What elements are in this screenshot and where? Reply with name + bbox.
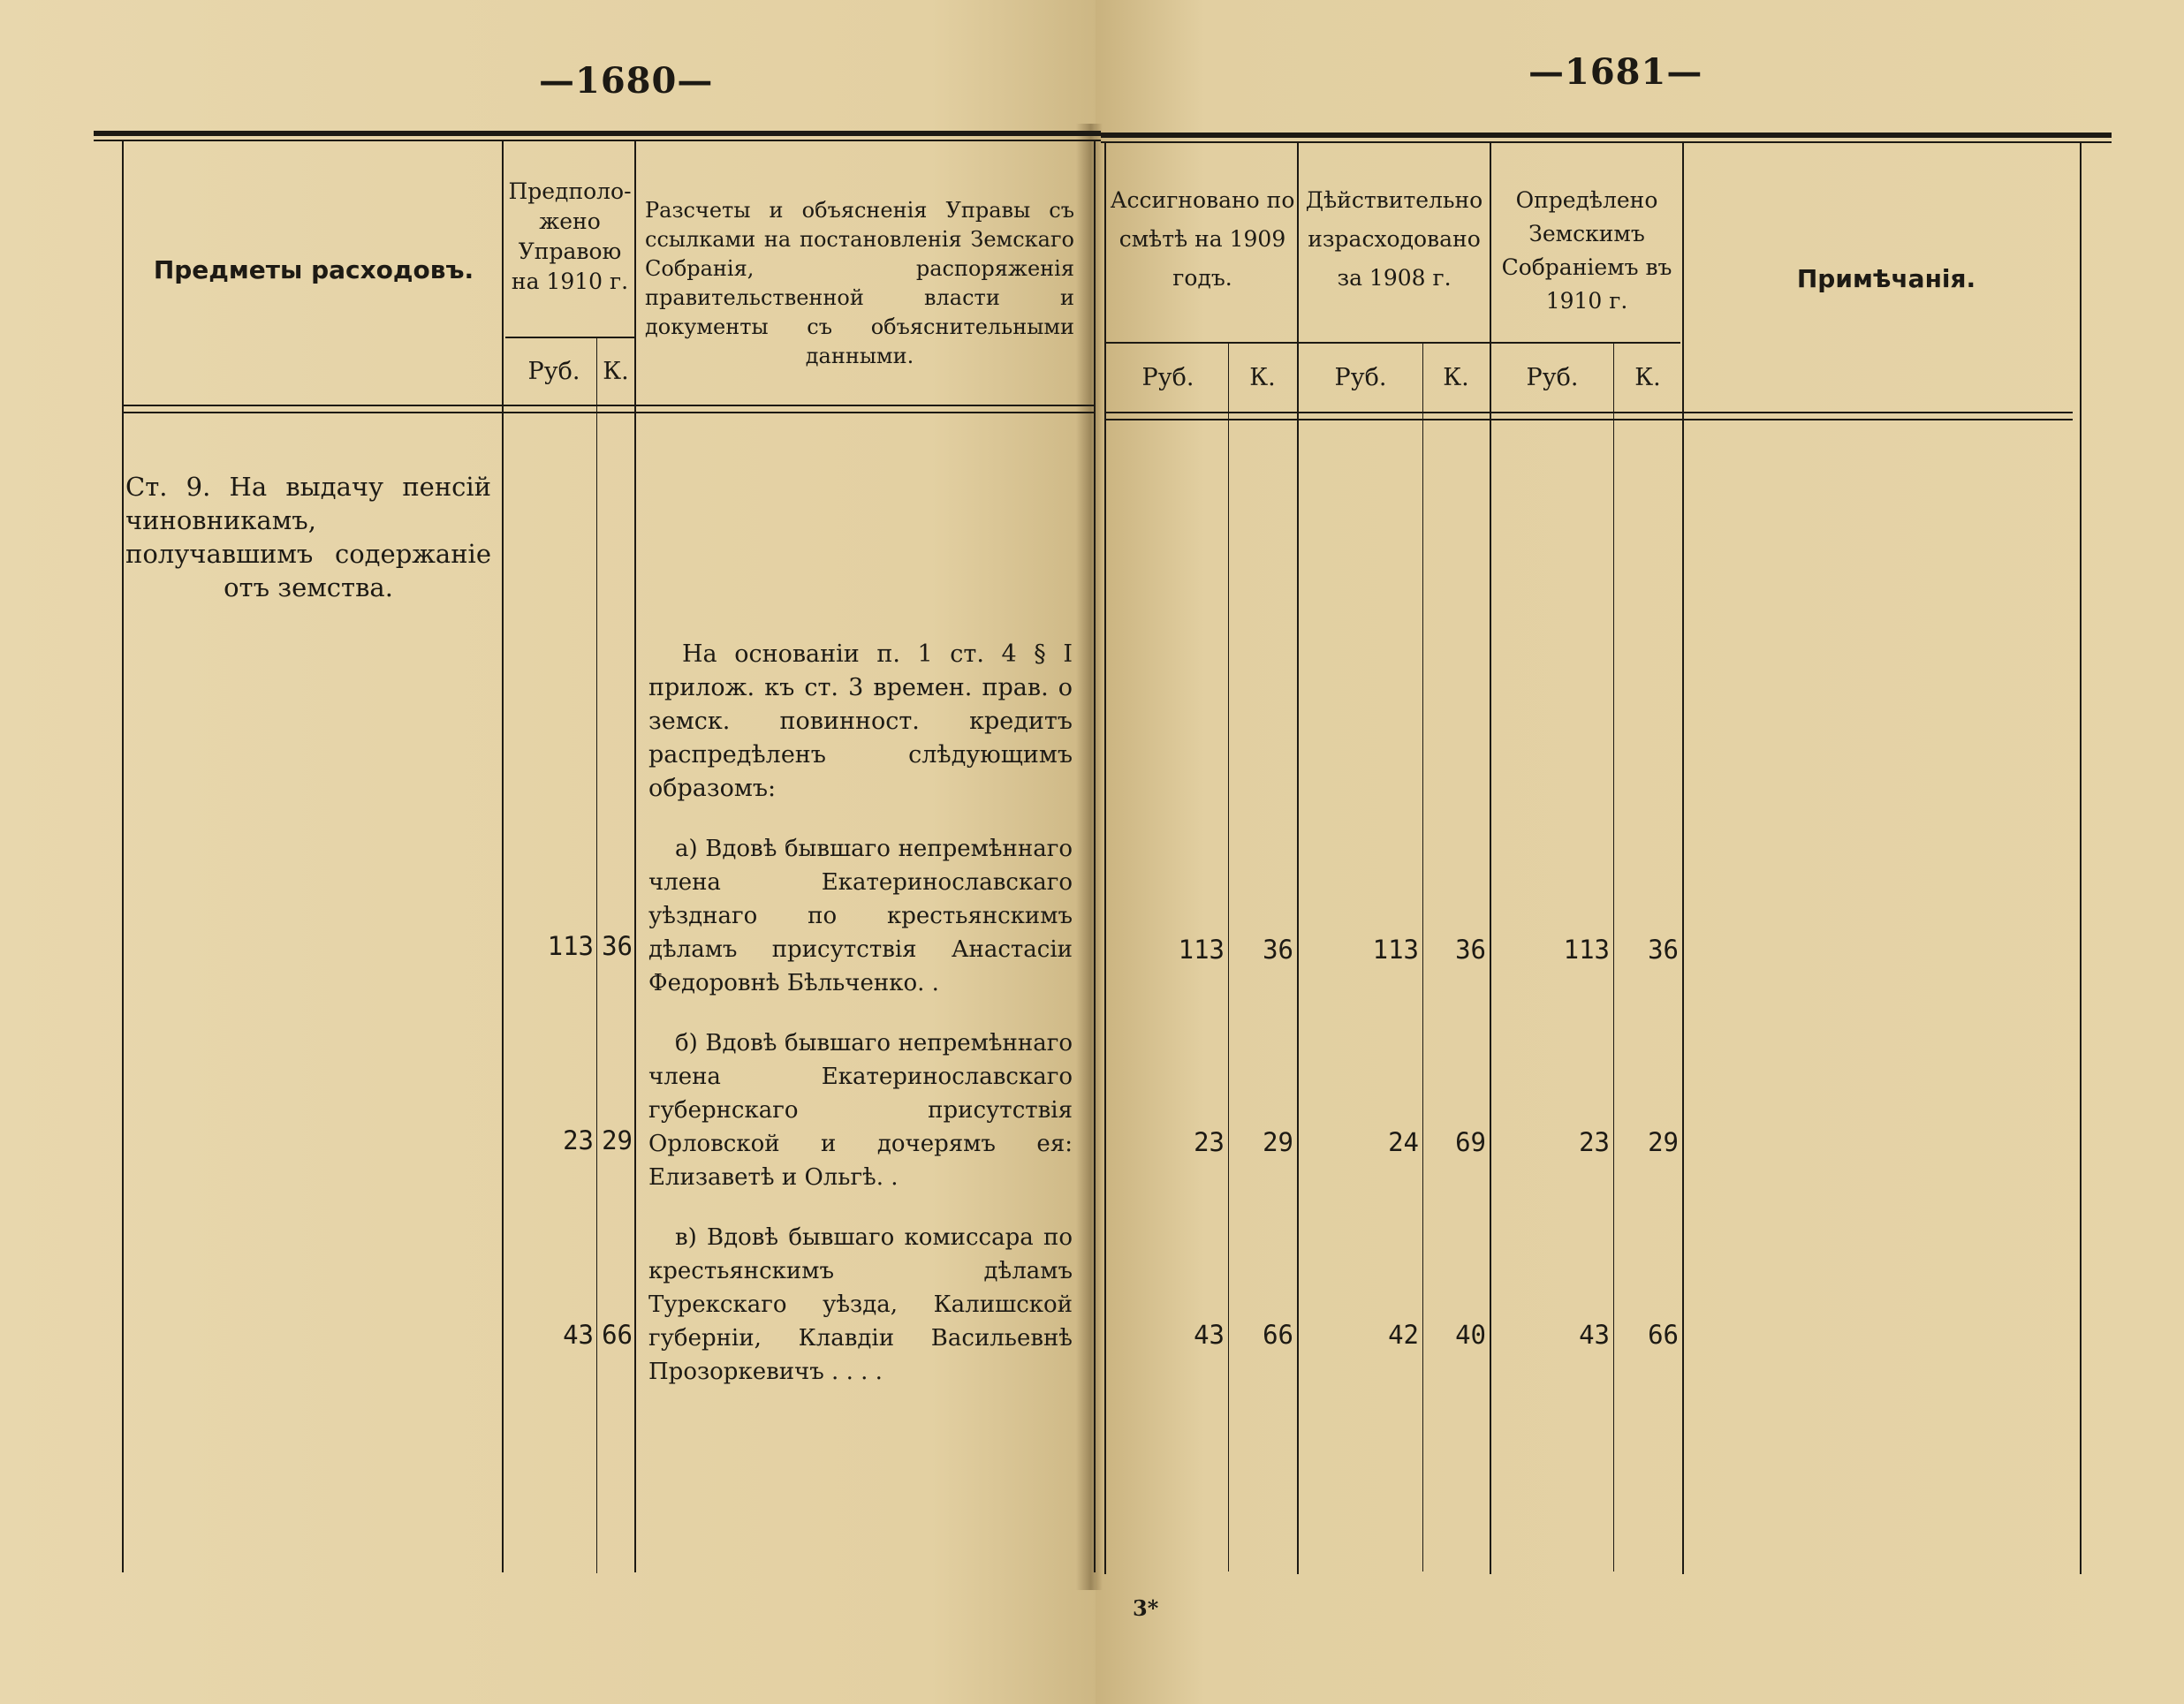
entry-c-text: в) Вдовѣ бывшаго комиссара по крестьянскимъ дѣламъ Турекскаго уѣзда, Калишской губерніи, Клавдіи Васильевнѣ Прозоркевичъ . . . .	[648, 1224, 1073, 1385]
right-left-border	[1104, 143, 1106, 1574]
left-unit-rule	[505, 337, 636, 338]
right-unit-rule	[1106, 342, 1680, 344]
row1-spent-rub: 113	[1372, 935, 1419, 965]
col-line-proposed	[634, 141, 636, 1572]
row1-assigned-rub: 113	[1178, 935, 1225, 965]
col-line-assigned	[1297, 143, 1299, 1574]
book-gutter	[1076, 124, 1103, 1590]
right-top-rule	[1101, 133, 2112, 138]
row3-assigned-kop: 66	[1263, 1320, 1293, 1350]
row3-spent-kop: 40	[1455, 1320, 1486, 1350]
row2-assigned-kop: 29	[1263, 1127, 1293, 1157]
unit-rub-left: Руб.	[527, 358, 580, 385]
entry-a-rub: 113	[547, 931, 594, 961]
printer-signature: 3*	[1133, 1595, 1159, 1621]
article-title: Ст. 9. На выдачу пенсій чиновникамъ, получавшимъ содержаніе отъ земства.	[125, 472, 491, 602]
entry-b-kop: 29	[602, 1125, 633, 1155]
unit-kop-assigned: К.	[1249, 364, 1276, 391]
row2-spent-rub: 24	[1388, 1127, 1419, 1157]
unit-kop-spent: К.	[1443, 364, 1469, 391]
right-far-border	[2080, 143, 2082, 1574]
unit-kop-left: К.	[603, 358, 629, 385]
left-header-rule-1	[124, 405, 1094, 406]
entry-a-kop: 36	[602, 931, 633, 961]
right-header-rule-2	[1104, 419, 2073, 420]
header-proposed: Предполо-жено Управою на 1910 г.	[508, 178, 632, 294]
entry-c-kop: 66	[602, 1320, 633, 1350]
row2-assigned-rub: 23	[1194, 1127, 1225, 1157]
right-header-rule-1	[1104, 412, 2073, 413]
left-header-rule-2	[124, 412, 1094, 413]
header-explanations: Разсчеты и объясненія Управы съ ссылками на постановленія Земскаго Собранія, распоряженія правительственной власти и документы съ объяснительными данными.	[645, 198, 1074, 368]
unit-kop-determined: К.	[1634, 364, 1661, 391]
row1-spent-kop: 36	[1455, 935, 1486, 965]
col-line-determined	[1682, 143, 1684, 1574]
row2-det-kop: 29	[1648, 1127, 1679, 1157]
header-determined: Опредѣлено Земскимъ Собраніемъ въ 1910 г.	[1501, 187, 1672, 314]
header-notes: Примѣчанія.	[1796, 264, 1976, 293]
col-line-assigned-rk	[1228, 344, 1229, 1571]
col-line-subject	[502, 141, 504, 1572]
left-border-line	[122, 141, 124, 1572]
unit-rub-determined: Руб.	[1526, 364, 1579, 391]
col-line-spent	[1490, 143, 1491, 1574]
entry-c-rub: 43	[563, 1320, 594, 1350]
row3-det-kop: 66	[1648, 1320, 1679, 1350]
unit-rub-spent: Руб.	[1334, 364, 1387, 391]
entry-a-text: а) Вдовѣ бывшаго непремѣннаго члена Екатеринославскаго уѣзднаго по крестьянскимъ дѣламъ присутствія Анастасіи Федоровнѣ Бѣльченко. .	[648, 836, 1073, 996]
col-line-spent-rk	[1422, 344, 1423, 1571]
left-top-rule	[94, 131, 1101, 136]
row1-det-rub: 113	[1563, 935, 1610, 965]
entry-b-text: б) Вдовѣ бывшаго непремѣннаго члена Екатеринославскаго губернскаго присутствія Орловской и дочерямъ ея: Елизаветѣ и Ольгѣ. .	[648, 1030, 1073, 1191]
right-top-rule-thin	[1101, 141, 2112, 143]
left-right-border	[1094, 141, 1096, 1572]
row2-det-rub: 23	[1579, 1127, 1610, 1157]
right-page-number: —1681—	[1528, 51, 1703, 93]
row2-spent-kop: 69	[1455, 1127, 1486, 1157]
header-subject: Предметы расходовъ.	[153, 255, 474, 284]
basis-paragraph: На основаніи п. 1 ст. 4 § I прилож. къ ст. 3 времен. прав. о земск. повинност. кредитъ распредѣленъ слѣдующимъ образомъ:	[648, 640, 1073, 802]
col-line-det-rk	[1613, 344, 1614, 1571]
row3-assigned-rub: 43	[1194, 1320, 1225, 1350]
header-assigned: Ассигновано по смѣтѣ на 1909 годъ.	[1110, 187, 1295, 291]
left-top-rule-thin	[94, 140, 1101, 141]
left-page-number: —1680—	[539, 60, 714, 102]
header-spent: Дѣйствительно израсходовано за 1908 г.	[1305, 187, 1483, 291]
entry-b-rub: 23	[563, 1125, 594, 1155]
unit-rub-assigned: Руб.	[1141, 364, 1194, 391]
row3-spent-rub: 42	[1388, 1320, 1419, 1350]
row1-det-kop: 36	[1648, 935, 1679, 965]
row3-det-rub: 43	[1579, 1320, 1610, 1350]
row1-assigned-kop: 36	[1263, 935, 1293, 965]
